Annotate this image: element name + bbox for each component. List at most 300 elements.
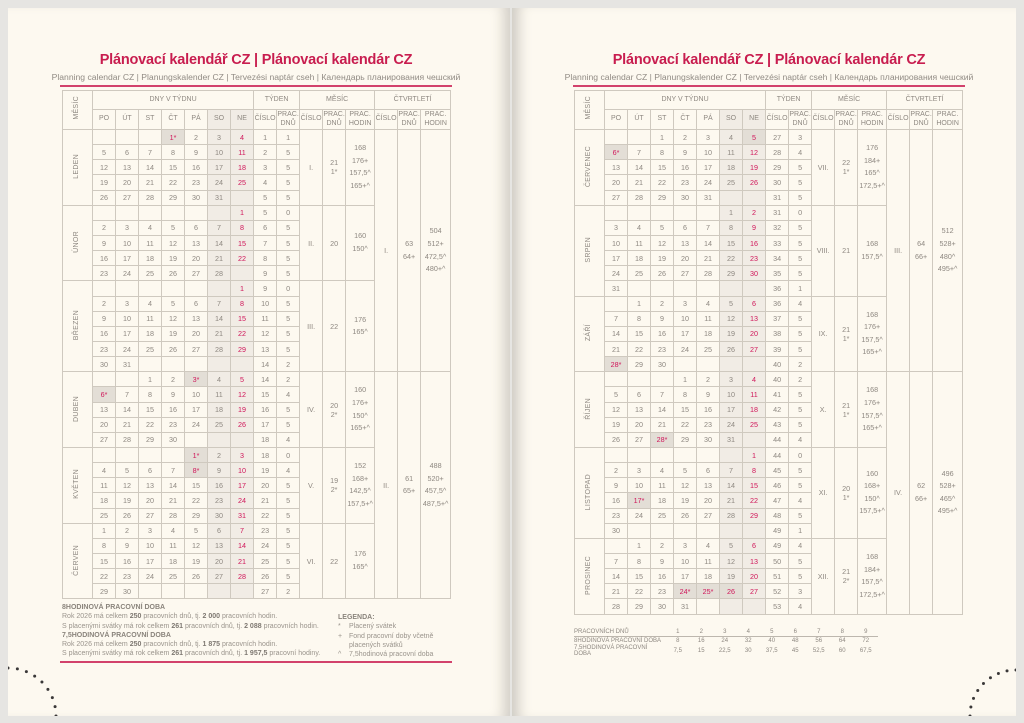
summary-value: 64 [838,638,846,644]
note-text: 7,5HODINOVÁ PRACOVNÍ DOBA [62,631,171,639]
quarter-work-days-value: 62 [917,481,926,491]
day-cell: 10 [674,311,697,326]
week-row [63,372,451,387]
day-cell: 20 [743,326,766,341]
week-number: 13 [254,341,277,356]
day-cell [605,130,628,145]
day-cell: 21 [605,584,628,599]
month-work-hours [346,523,375,599]
day-cell: 29 [231,341,254,356]
note-text: pracovních hodin. [220,641,278,649]
note-line [62,631,320,640]
day-cell: 19 [162,326,185,341]
day-cell [185,432,208,447]
month-name-label: ČERVENEC [585,145,593,187]
summary-value: 8 [831,628,855,637]
day-cell: 30 [162,432,185,447]
day-cell: 13 [185,311,208,326]
day-cell: 19 [162,251,185,266]
day-cell: 25 [231,175,254,190]
month-name [575,130,605,206]
week-header: TÝDEN [254,91,300,110]
day-cell: 20 [116,175,139,190]
day-cell: 2 [697,372,720,387]
summary-value: 72 [862,638,870,644]
month-work-days-value: 1* [842,333,850,343]
week-work-days: 0 [277,447,300,462]
note-text: 8HODINOVÁ PRACOVNÍ DOBA [62,604,166,611]
day-cell: 8 [93,538,116,553]
day-cell: 7 [720,463,743,478]
month-work-days-value: 1* [842,492,850,502]
week-row [575,372,963,387]
day-header-čt: ČT [674,110,697,130]
day-cell: 26 [720,341,743,356]
day-cell: 25 [208,417,231,432]
day-cell: 12 [162,311,185,326]
summary-value: 48 [791,638,799,644]
note-text: pracovních dnů, tj. [183,650,245,658]
day-cell: 8 [674,387,697,402]
day-cell: 22 [628,584,651,599]
note-text: 261 [171,622,183,630]
day-cell: 8 [651,145,674,160]
day-cell: 18 [231,160,254,175]
holiday-day-cell: 3* [185,372,208,387]
day-cell: 20 [674,251,697,266]
month-work-hours-value: 160 [354,385,367,395]
day-cell: 29 [651,190,674,205]
week-number: 40 [766,372,789,387]
week-number: 14 [254,357,277,372]
quarter-work-days [398,130,421,372]
month-work-hours-value: 142,5^ [349,486,371,496]
day-cell: 23 [651,341,674,356]
day-cell: 2 [651,296,674,311]
quarter-work-hours [933,130,963,372]
day-cell: 12 [743,145,766,160]
week-work-days: 5 [789,478,812,493]
week-work-days: 5 [277,311,300,326]
decorative-dot [25,670,28,673]
summary-value: 24 [721,638,729,644]
day-cell: 22 [231,326,254,341]
week-number: 38 [766,326,789,341]
quarter-work-hours [933,372,963,614]
day-cell: 8 [743,463,766,478]
month-name [63,523,93,599]
month-work-hours-value: 172,5+^ [859,180,885,190]
day-cell: 6 [628,387,651,402]
month-work-hours-value: 152 [354,461,367,471]
week-work-days: 5 [277,569,300,584]
day-cell: 14 [628,160,651,175]
week-number: 53 [766,599,789,614]
day-cell: 25 [139,266,162,281]
note-text: 250 [129,613,142,621]
month-work-days [323,205,346,281]
day-cell: 15 [743,478,766,493]
week-work-days: 5 [789,417,812,432]
page-subtitle: Planning calendar CZ | Planungskalender CZ | Tervezési naptár cseh | Календарь планирования чешский [51,72,461,82]
note-text: S placenými svátky má rok celkem [62,622,172,630]
month-work-hours-value: 184+ [864,155,881,165]
month-work-hours-value: 176+ [864,322,881,332]
day-cell [185,205,208,220]
day-cell: 4 [720,130,743,145]
day-cell: 9 [93,235,116,250]
month-work-hours-value: 157,5^ [861,334,883,344]
month-work-hours [858,447,887,538]
week-number: 41 [766,387,789,402]
week-number: 18 [254,447,277,462]
week-work-days: 5 [277,251,300,266]
decorative-dot [46,688,49,691]
decorative-dot [972,697,975,700]
week-number: 51 [766,569,789,584]
week-number: 48 [766,508,789,523]
summary-value: 45 [791,648,799,654]
day-cell: 26 [93,190,116,205]
day-cell: 23 [185,175,208,190]
day-cell [139,281,162,296]
quarter-work-hours-value: 472,5^ [424,251,447,261]
day-header-so: SO [720,110,743,130]
day-cell: 6 [697,463,720,478]
week-number: 12 [254,326,277,341]
column-header: ČÍSLO [254,110,277,130]
month-work-days-value: 21 [842,324,851,334]
day-cell: 11 [93,478,116,493]
day-cell: 23 [162,417,185,432]
week-work-days: 4 [277,463,300,478]
week-number: 52 [766,584,789,599]
day-cell: 28 [720,508,743,523]
working-time-notes [62,603,320,659]
day-cell [208,205,231,220]
month-work-hours-value: 168+ [864,481,881,491]
day-cell [697,205,720,220]
day-cell: 27 [185,266,208,281]
month-name-label: KVĚTEN [73,469,81,500]
day-cell: 17 [116,326,139,341]
month-work-hours-value: 165+^ [862,347,882,357]
week-number: 49 [766,538,789,553]
month-header-label: MĚSÍC [585,96,593,120]
legend [338,613,463,659]
day-cell: 10 [605,235,628,250]
day-cell: 9 [651,311,674,326]
month-work-hours-value: 165+^ [350,423,370,433]
day-cell: 15 [674,402,697,417]
week-work-days: 5 [789,266,812,281]
day-cell: 15 [139,402,162,417]
week-work-days: 0 [789,205,812,220]
day-cell: 2 [651,538,674,553]
month-work-hours-value: 168 [866,385,879,395]
month-work-hours-value: 176+ [352,398,369,407]
day-cell: 23 [651,584,674,599]
day-cell: 23 [93,266,116,281]
legend-symbol: * [338,623,341,631]
day-cell: 27 [697,508,720,523]
day-cell [116,130,139,145]
day-cell: 30 [743,266,766,281]
day-cell: 16 [116,553,139,568]
day-cell: 15 [651,160,674,175]
week-number: 30 [766,175,789,190]
day-cell: 1 [674,372,697,387]
holiday-day-cell: 25* [697,584,720,599]
column-header: PRAC. DNŮ [277,110,300,130]
day-cell: 15 [628,569,651,584]
day-cell: 20 [628,417,651,432]
column-header: PRAC. HODIN [421,110,451,130]
column-header: PRAC. DNŮ [323,110,346,130]
month-name [575,205,605,296]
day-cell [605,205,628,220]
day-cell: 2 [743,205,766,220]
week-header: TÝDEN [766,91,812,110]
month-work-days-value: 22 [330,321,339,331]
week-number: 34 [766,251,789,266]
day-cell: 27 [116,190,139,205]
day-cell [116,281,139,296]
day-cell: 16 [651,569,674,584]
day-cell: 19 [720,326,743,341]
subheader-row [63,110,451,130]
day-cell: 7 [628,145,651,160]
day-cell: 28 [697,266,720,281]
day-cell: 20 [93,417,116,432]
month-name [575,296,605,372]
day-cell: 24 [720,417,743,432]
summary-value: 37,5 [765,648,778,654]
day-cell: 16 [208,478,231,493]
note-text: 1 957,5 [244,650,268,658]
day-cell [231,357,254,372]
day-cell: 27 [93,432,116,447]
day-cell [628,281,651,296]
month-work-days [835,538,858,614]
day-cell: 17 [674,569,697,584]
day-cell: 5 [674,463,697,478]
decorative-dot [54,705,57,708]
quarter-work-hours-value: 528+ [939,481,956,491]
week-work-days: 5 [277,553,300,568]
week-number: 27 [766,130,789,145]
day-cell: 29 [743,508,766,523]
day-cell [697,599,720,614]
decorative-dot [40,681,43,684]
week-number: 5 [254,205,277,220]
day-cell: 3 [208,130,231,145]
day-cell: 13 [93,402,116,417]
month-work-days [323,281,346,372]
note-text: pracovní hodiny. [267,650,321,658]
month-number: VIII. [812,205,835,296]
day-cell: 4 [139,220,162,235]
day-cell: 14 [208,311,231,326]
month-number: III. [300,281,323,372]
week-work-days: 4 [789,145,812,160]
day-cell: 29 [674,432,697,447]
day-cell: 27 [743,341,766,356]
month-work-days [835,205,858,296]
day-cell: 13 [605,160,628,175]
month-number: VII. [812,130,835,206]
month-work-hours [858,130,887,206]
day-cell: 6 [208,523,231,538]
day-cell: 24 [697,175,720,190]
day-cell [628,130,651,145]
month-work-hours [346,372,375,448]
day-cell: 21 [651,417,674,432]
day-cell: 11 [697,553,720,568]
day-cell: 3 [697,130,720,145]
day-cell [231,584,254,599]
quarter-work-hours-value: 496 [941,468,954,478]
day-cell: 4 [139,296,162,311]
day-cell [139,130,162,145]
day-cell: 21 [208,326,231,341]
week-work-days: 5 [277,402,300,417]
summary-value: 60 [838,648,846,654]
day-cell: 30 [697,432,720,447]
day-cell [93,372,116,387]
day-cell: 19 [720,569,743,584]
day-header-st: ST [651,110,674,130]
month-name [63,372,93,448]
day-cell: 27 [208,569,231,584]
day-cell: 14 [162,478,185,493]
month-work-hours-value: 184+ [864,564,881,574]
month-work-hours-value: 168+ [352,473,369,483]
day-cell: 27 [743,584,766,599]
month-name [575,538,605,614]
legend-item [338,650,463,659]
month-work-hours-value: 176 [866,143,879,153]
day-cell: 5 [720,538,743,553]
day-cell: 11 [231,145,254,160]
day-cell: 19 [116,493,139,508]
day-cell: 23 [697,417,720,432]
week-work-days: 3 [789,584,812,599]
day-header-st: ST [139,110,162,130]
day-cell: 26 [674,508,697,523]
day-cell: 6 [743,538,766,553]
day-cell: 5 [185,523,208,538]
day-cell: 3 [628,463,651,478]
decorative-dot [1006,669,1009,672]
quarter-work-hours-value: 480+^ [425,264,446,274]
header-row [63,91,451,110]
note-text: 2 088 [244,622,262,630]
decorative-dot [997,672,1000,675]
day-cell: 3 [231,447,254,462]
day-header-ne: NE [743,110,766,130]
day-cell: 16 [162,402,185,417]
week-work-days: 5 [789,402,812,417]
day-cell: 21 [162,493,185,508]
month-group-header: MĚSÍC [812,91,887,110]
calendar-table-h1 [62,90,451,599]
day-cell: 14 [208,235,231,250]
note-text: 250 [129,641,142,649]
column-header: PRAC. HODIN [346,110,375,130]
month-name [63,130,93,206]
month-work-hours [858,538,887,614]
day-cell: 13 [208,538,231,553]
month-name-label: DUBEN [73,395,81,422]
day-cell: 26 [162,266,185,281]
day-cell: 26 [605,432,628,447]
day-cell [162,584,185,599]
day-cell: 18 [720,160,743,175]
day-cell: 19 [651,251,674,266]
day-cell: 10 [674,553,697,568]
week-work-days: 5 [789,553,812,568]
day-cell: 22 [185,493,208,508]
day-cell: 31 [697,190,720,205]
week-number: 11 [254,311,277,326]
day-header-út: ÚT [628,110,651,130]
day-cell: 13 [116,160,139,175]
day-cell: 10 [116,235,139,250]
day-cell: 16 [185,160,208,175]
day-cell: 16 [651,326,674,341]
month-work-hours [346,281,375,372]
summary-value: 15 [697,648,705,654]
column-header: PRAC. DNŮ [910,110,933,130]
week-work-days: 3 [789,130,812,145]
day-cell: 8 [231,220,254,235]
month-work-hours-value: 157,5^ [861,251,883,261]
day-cell: 16 [605,493,628,508]
week-work-days: 5 [789,235,812,250]
day-cell: 2 [674,130,697,145]
day-cell: 31 [116,357,139,372]
day-cell: 27 [139,508,162,523]
day-cell: 21 [628,175,651,190]
week-number: 50 [766,553,789,568]
day-cell [93,205,116,220]
day-cell: 17 [697,160,720,175]
note-text: Rok 2026 má celkem [62,613,130,621]
day-cell: 10 [231,463,254,478]
day-cell: 7 [605,311,628,326]
month-work-hours-value: 165^ [352,562,368,571]
day-cell [139,584,162,599]
day-cell: 24 [185,417,208,432]
week-number: 15 [254,387,277,402]
quarter-work-days-value: 64 [917,239,926,249]
day-cell: 21 [697,251,720,266]
week-number: 47 [766,493,789,508]
day-cell: 1 [139,372,162,387]
legend-symbol: + [338,632,343,640]
day-cell: 12 [116,478,139,493]
day-cell: 17 [674,326,697,341]
left-page [8,8,510,716]
day-cell: 23 [93,341,116,356]
day-cell: 14 [139,160,162,175]
month-work-days-value: 20 [330,238,339,248]
day-cell: 30 [651,357,674,372]
day-cell: 9 [651,553,674,568]
day-cell: 15 [185,478,208,493]
month-work-days [835,130,858,206]
